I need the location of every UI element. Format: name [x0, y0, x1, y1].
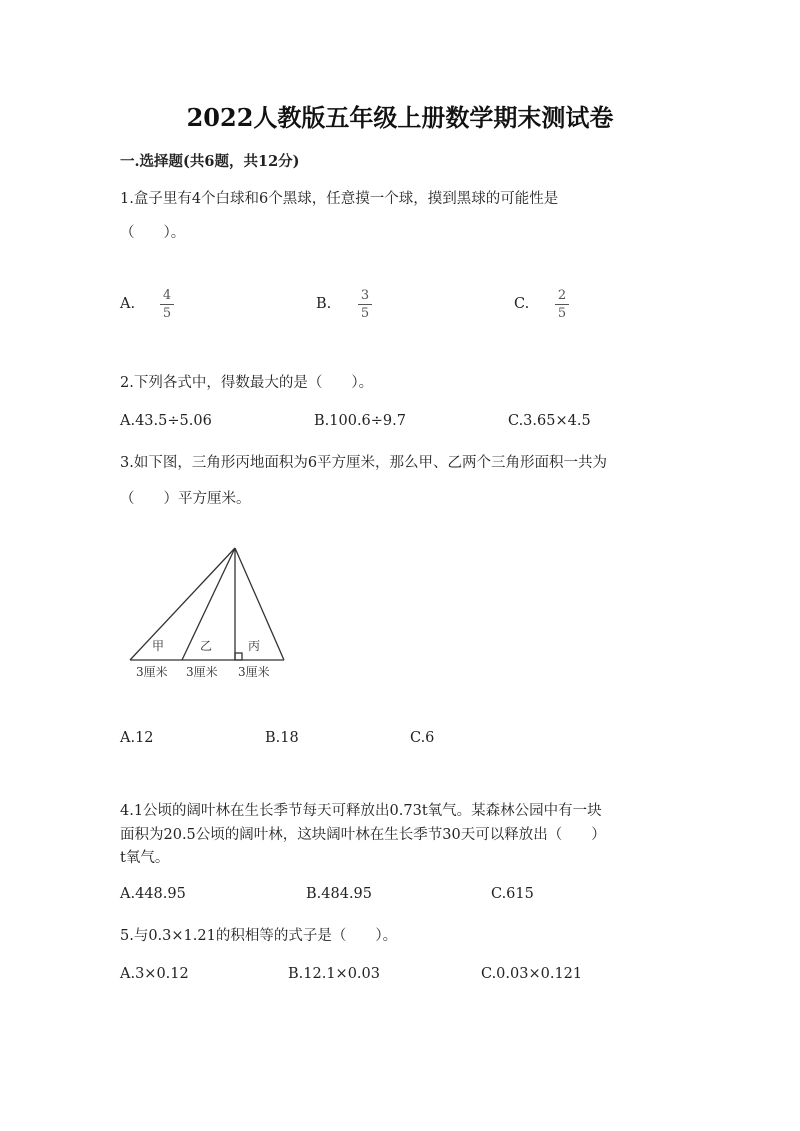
label-jia: 甲: [152, 639, 165, 653]
fraction-numerator: 4: [162, 288, 172, 303]
bottom-label-2: 3厘米: [186, 665, 218, 679]
fraction-numerator: 2: [557, 288, 567, 303]
right-angle-mark: [235, 653, 242, 660]
triangle-figure: [122, 540, 298, 686]
question-1-blank: （ ）。: [120, 225, 186, 241]
question-1-option-c-fraction: [555, 288, 569, 321]
question-4-text-line1: 4.1公顷的阔叶林在生长季节每天可释放出0.73t氧气。某森林公园中有一块: [120, 803, 602, 819]
question-2-option-b: B.100.6÷9.7: [314, 413, 406, 429]
label-yi: 乙: [200, 639, 213, 653]
question-3-blank: （ ）平方厘米。: [120, 491, 251, 507]
fraction-bar: [358, 304, 372, 305]
question-5-text: 5.与0.3×1.21的积相等的式子是（ ）。: [120, 928, 398, 944]
question-5-option-b: B.12.1×0.03: [288, 966, 380, 982]
question-2-option-c: C.3.65×4.5: [508, 413, 591, 429]
fraction-bar: [160, 304, 174, 305]
section-heading: 一.选择题(共6题，共12分): [120, 153, 300, 170]
page-title: 2022人教版五年级上册数学期末测试卷: [186, 103, 614, 132]
fraction-denominator: 5: [557, 306, 567, 321]
fraction-denominator: 5: [162, 306, 172, 321]
question-2-option-a: A.43.5÷5.06: [120, 413, 212, 429]
question-4-text-line3: t氧气。: [120, 850, 170, 866]
fraction-denominator: 5: [360, 306, 370, 321]
question-3-text: 3.如下图，三角形丙地面积为6平方厘米，那么甲、乙两个三角形面积一共为: [120, 455, 608, 471]
question-4-text-line2: 面积为20.5公顷的阔叶林，这块阔叶林在生长季节30天可以释放出（ ）: [120, 827, 606, 843]
fraction-numerator: 3: [360, 288, 370, 303]
question-4-option-b: B.484.95: [306, 886, 373, 902]
question-2-text: 2.下列各式中，得数最大的是（ ）。: [120, 375, 374, 391]
question-4-option-c: C.615: [491, 886, 534, 902]
bottom-label-3: 3厘米: [238, 665, 270, 679]
question-1-option-b-letter: B.: [316, 296, 332, 312]
bottom-label-1: 3厘米: [136, 665, 168, 679]
question-5-option-a: A.3×0.12: [120, 966, 189, 982]
fraction-bar: [555, 304, 569, 305]
question-1-option-a-letter: A.: [120, 296, 136, 312]
label-bing: 丙: [248, 639, 261, 653]
question-1-option-c-letter: C.: [514, 296, 530, 312]
question-3-option-c: C.6: [410, 730, 435, 746]
question-1-text: 1.盒子里有4个白球和6个黑球，任意摸一个球，摸到黑球的可能性是: [120, 191, 559, 207]
question-1-option-b-fraction: [358, 288, 372, 321]
side-left: [130, 548, 235, 660]
question-5-option-c: C.0.03×0.121: [481, 966, 583, 982]
question-3-option-b: B.18: [265, 730, 299, 746]
question-4-option-a: A.448.95: [120, 886, 186, 902]
question-3-option-a: A.12: [120, 730, 154, 746]
question-1-option-a-fraction: [160, 288, 174, 321]
